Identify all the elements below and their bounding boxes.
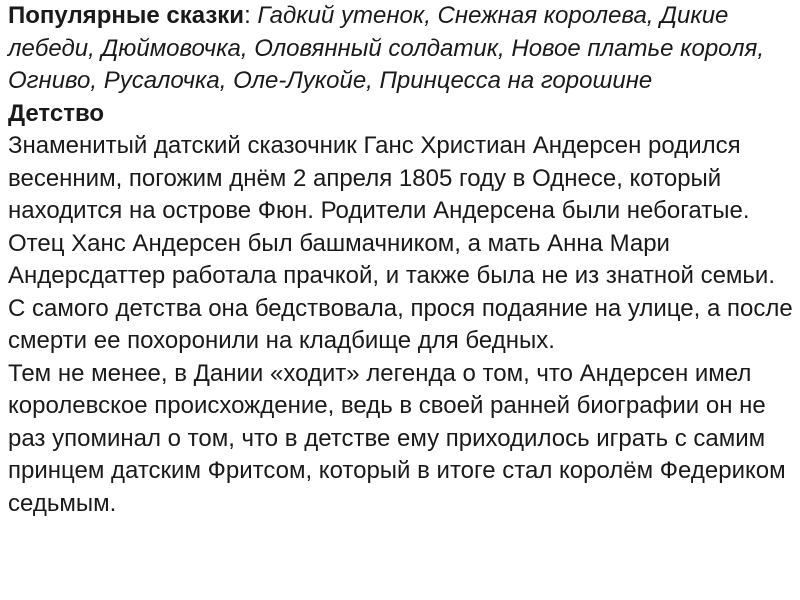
- childhood-heading: Детство: [8, 99, 105, 127]
- childhood-paragraph-1: Знаменитый датский сказочник Ганс Христиан Андерсен родился весенним, погожим днём 2 апреля 1805 году в Однесе, который находится на острове Фюн. Родители Андерсена были небогатые. Отец Ханс Андерсен был башмачником, а мать Анна Мари Андерсдаттер работала прачкой, и также была не из знатной семьи. С самого детства она бедствовала, прося подаяние на улице, а после смерти ее похоронили на кладбище для бедных.: [8, 132, 793, 354]
- popular-tales-colon: :: [244, 2, 258, 29]
- popular-tales-label: Популярные сказки: [8, 2, 245, 29]
- popular-tales-list: Гадкий утенок, Снежная королева, Дикие лебеди, Дюймовочка, Оловянный солдатик, Новое платье короля, Огниво, Русалочка, Оле-Лукойе, Принцесса на горошине: [8, 2, 765, 94]
- popular-tales-paragraph: [8, 0, 794, 98]
- childhood-paragraph-2: Тем не менее, в Дании «ходит» легенда о том, что Андерсен имел королевское происхождение, ведь в своей ранней биографии он не раз упоминал о том, что в детстве ему приходилось играть с самим принцем датским Фритсом, который в итоге стал королём Федериком седьмым.: [8, 359, 786, 517]
